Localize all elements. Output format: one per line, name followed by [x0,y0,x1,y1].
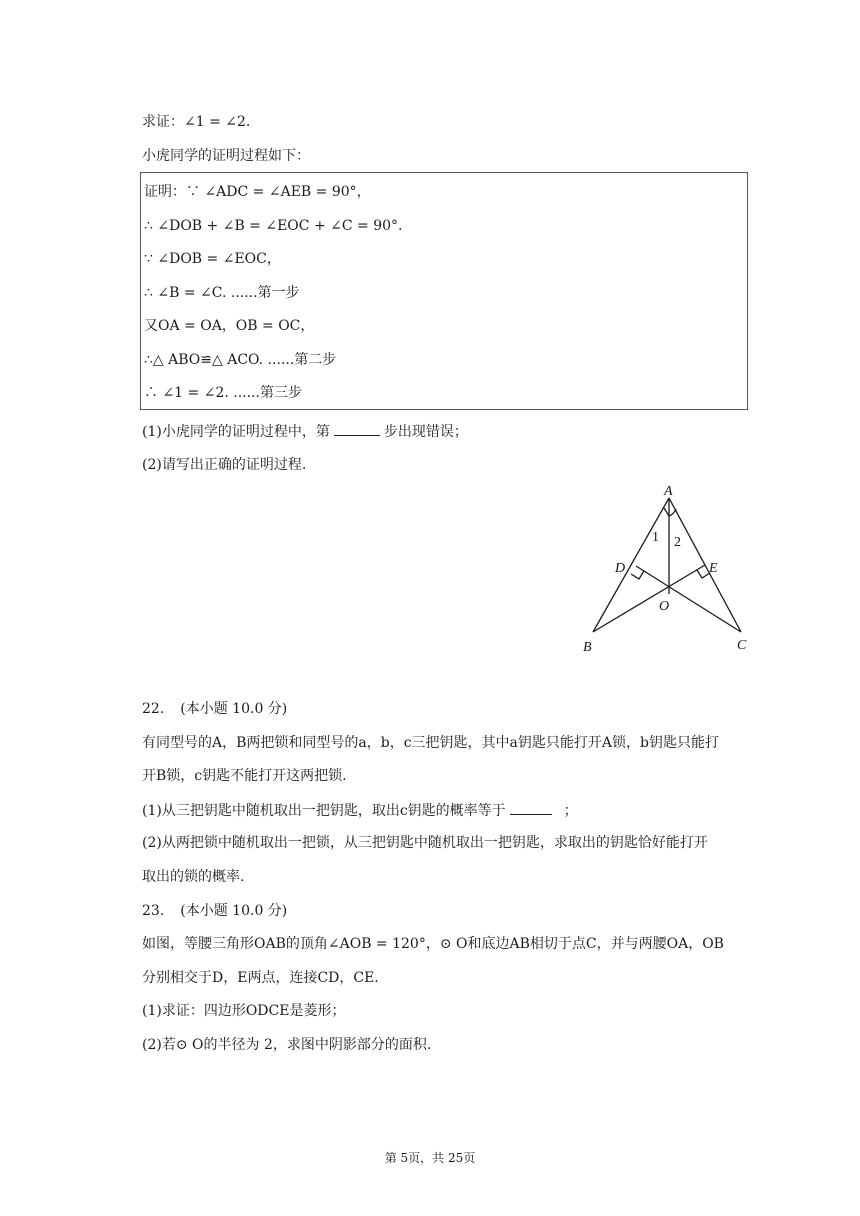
q23-number: 23. [142,903,165,919]
q22-stem-line1: 有同型号的A，B两把锁和同型号的a，b，c三把钥匙，其中a钥匙只能打开A锁，b钥匙只能打 [142,735,719,751]
side-AB [593,498,669,632]
proof-box [140,172,748,410]
proof-line: ∴△ ABO≌△ ACO. ......第二步 [144,352,337,368]
triangle-figure [575,478,755,658]
q22-part2-line1: (2)从两把锁中随机取出一把锁，从三把钥匙中随机取出一把钥匙，求取出的钥匙恰好能打开 [142,835,708,851]
q21-intro: 小虎同学的证明过程如下： [142,148,310,164]
angle-arc-2 [669,509,676,516]
label-O: O [659,599,670,614]
label-D: D [615,561,626,576]
label-A: A [664,484,673,499]
q21-part1-tail: 步出现错误； [383,424,468,440]
q23-part1: (1)求证：四边形ODCE是菱形； [142,1003,346,1019]
label-angle-2: 2 [674,535,681,550]
q23-stem-line2: 分别相交于D，E两点，连接CD，CE. [142,970,379,986]
q21-prove-statement: 求证：∠1 = ∠2. [142,114,251,130]
proof-line: ∴ ∠B = ∠C. ......第一步 [144,285,300,301]
q22-stem-line2: 开B锁，c钥匙不能打开这两把锁. [142,768,347,784]
q22-heading [142,699,287,719]
proof-line: ∴ ∠DOB + ∠B = ∠EOC + ∠C = 90°. [144,218,403,234]
segment-DC [636,566,741,632]
label-B: B [583,640,592,655]
page-footer: 第 5页，共 25页 [384,1151,476,1165]
right-angle-D [631,571,644,579]
label-C: C [737,638,747,653]
proof-line: ∴ ∠1 = ∠2. ......第三步 [144,385,302,401]
proof-line: 又OA = OA，OB = OC， [144,318,315,334]
q21-part1-text: (1)小虎同学的证明过程中，第 [142,424,330,440]
q23-part2: (2)若⊙ O的半径为 2，求图中阴影部分的面积. [142,1037,432,1053]
label-E: E [709,561,718,576]
q22-part1-tail: ； [563,803,578,819]
q22-part1 [142,800,578,821]
q22-points: (本小题 10.0 分) [180,701,288,717]
q21-part2: (2)请写出正确的证明过程. [142,457,307,473]
angle-arc-1 [664,508,669,516]
label-angle-1: 1 [652,530,659,545]
proof-line: ∵ ∠DOB = ∠EOC， [144,251,281,267]
answer-blank [510,800,552,815]
q21-part1 [142,421,468,442]
q23-heading [142,901,287,921]
proof-line: 证明：∵ ∠ADC = ∠AEB = 90°， [144,184,371,200]
q23-stem-line1: 如图，等腰三角形OAB的顶角∠AOB = 120°，⊙ O和底边AB相切于点C，并与两腰OA，OB [142,936,724,952]
q23-points: (本小题 10.0 分) [180,903,288,919]
q22-part2-line2: 取出的锁的概率. [142,869,245,885]
answer-blank [334,421,380,436]
q22-number: 22. [142,701,165,717]
q22-part1-text: (1)从三把钥匙中随机取出一把钥匙，取出c钥匙的概率等于 [142,803,506,819]
